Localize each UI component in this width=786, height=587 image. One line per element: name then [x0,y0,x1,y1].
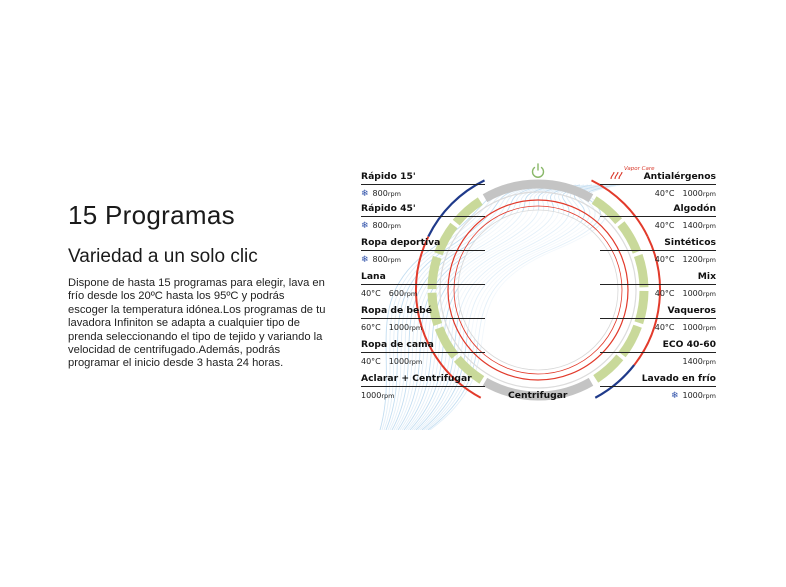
rpm-unit: rpm [387,190,401,198]
rpm-unit: rpm [387,222,401,230]
program-name: Rápido 15' [361,171,416,182]
program-spec [600,288,716,300]
program-ropa-de-beb-[interactable] [361,305,485,334]
program-temp: 40°C [654,289,675,298]
program-spec [600,188,716,200]
program-name: Aclarar + Centrifugar [361,373,472,384]
snowflake-icon: ❄ [361,189,369,199]
program-lana[interactable] [361,271,485,300]
program-temp: 60°C [361,323,381,332]
program-spec [361,322,485,334]
program-temp: 40°C [361,357,381,366]
program-temp: 40°C [654,255,675,264]
ring-top-grey [485,184,591,198]
program-name: Ropa de cama [361,339,434,350]
snowflake-icon: ❄ [361,221,369,231]
program-name: Rápido 45' [361,203,416,214]
program-sint-ticos[interactable] [600,237,716,266]
vapor-care-label: Vapor Care [624,166,655,172]
program-mix[interactable] [600,271,716,300]
program-spec [361,254,485,266]
program-underline [600,184,716,185]
program-name: Lavado en frío [641,373,716,384]
program-rpm: 1000 [682,189,703,198]
program-name: Algodón [673,203,716,214]
program-aclarar-centrifugar[interactable] [361,373,485,402]
rpm-unit: rpm [702,358,716,366]
program-name: Vaqueros [667,305,716,316]
page-title: 15 Programas [68,200,235,230]
program-underline [361,250,485,251]
rpm-unit: rpm [702,392,716,400]
rpm-unit: rpm [404,290,418,298]
program-underline [600,250,716,251]
program-ropa-de-cama[interactable] [361,339,485,368]
power-icon[interactable] [533,164,544,177]
program-rpm: 1000 [682,391,703,400]
program-underline [600,216,716,217]
program-algod-n[interactable] [600,203,716,232]
program-rpm: 800 [372,189,388,198]
program-name: Mix [697,271,716,282]
program-rpm: 600 [388,289,405,298]
program-spec [361,220,485,232]
program-underline [361,216,485,217]
program-underline [600,386,716,387]
program-temp: 40°C [654,221,675,230]
program-rpm: 1000 [388,357,410,366]
program-rpm: 1000 [682,323,703,332]
program-centrifugar[interactable]: Centrifugar [508,390,568,401]
rpm-unit: rpm [702,290,716,298]
rpm-unit: rpm [387,256,401,264]
program-name: Antialérgenos [643,171,716,182]
program-antial-rgenos[interactable] [600,171,716,200]
program-rpm: 800 [372,221,388,230]
program-spec [600,322,716,334]
program-spec [600,254,716,266]
program-underline [361,352,485,353]
program-underline [600,352,716,353]
program-name: Lana [361,271,386,282]
program-temp: 40°C [654,323,675,332]
program-underline [361,386,485,387]
rpm-unit: rpm [702,256,716,264]
description-text: Dispone de hasta 15 programas para elegir, lava en frío desde los 20ºC hasta los 95ºC y podrás escoger la temperatura idónea.Los programas de tu lavadora Infiniton se adapta a cualquier tipo de prenda seleccionando el tipo de tejido y variando la velocidad de centrifugado.Además, podrás programar el inicio desde 3 hasta 24 horas. [68,277,326,370]
snowflake-icon: ❄ [361,255,369,265]
program-spec [600,220,716,232]
rpm-unit: rpm [702,324,716,332]
program-lavado-en-fr-o[interactable] [600,373,716,402]
program-temp: 40°C [654,189,675,198]
snowflake-icon: ❄ [670,391,679,401]
program-vaqueros[interactable] [600,305,716,334]
program-underline [361,184,485,185]
program-spec [361,356,485,368]
rpm-unit: rpm [702,222,716,230]
program-underline [361,318,485,319]
page-subtitle: Variedad a un solo clic [68,246,258,267]
program-underline [600,318,716,319]
program-rpm: 1000 [361,391,382,400]
program-spec [600,356,716,368]
program-r-pido-45-[interactable] [361,203,485,232]
program-rpm: 1200 [682,255,703,264]
program-underline [361,284,485,285]
rpm-unit: rpm [409,324,423,332]
program-r-pido-15-[interactable] [361,171,485,200]
program-rpm: 1000 [682,289,703,298]
program-rpm: 1400 [682,357,703,366]
rpm-unit: rpm [381,392,395,400]
program-name: Ropa deportiva [361,237,441,248]
program-name: Ropa de bebé [361,305,432,316]
program-ropa-deportiva[interactable] [361,237,485,266]
program-rpm: 1400 [682,221,703,230]
program-spec [600,390,716,402]
rpm-unit: rpm [409,358,423,366]
program-temp: 40°C [361,289,381,298]
program-eco-40-60[interactable] [600,339,716,368]
program-rpm: 800 [372,255,388,264]
program-name: Sintéticos [664,237,716,248]
intro-panel [68,200,326,371]
program-spec [361,288,485,300]
program-spec [361,188,485,200]
rpm-unit: rpm [702,190,716,198]
program-rpm: 1000 [388,323,410,332]
program-underline [600,284,716,285]
program-spec [361,390,485,402]
program-name: ECO 40-60 [662,339,716,350]
